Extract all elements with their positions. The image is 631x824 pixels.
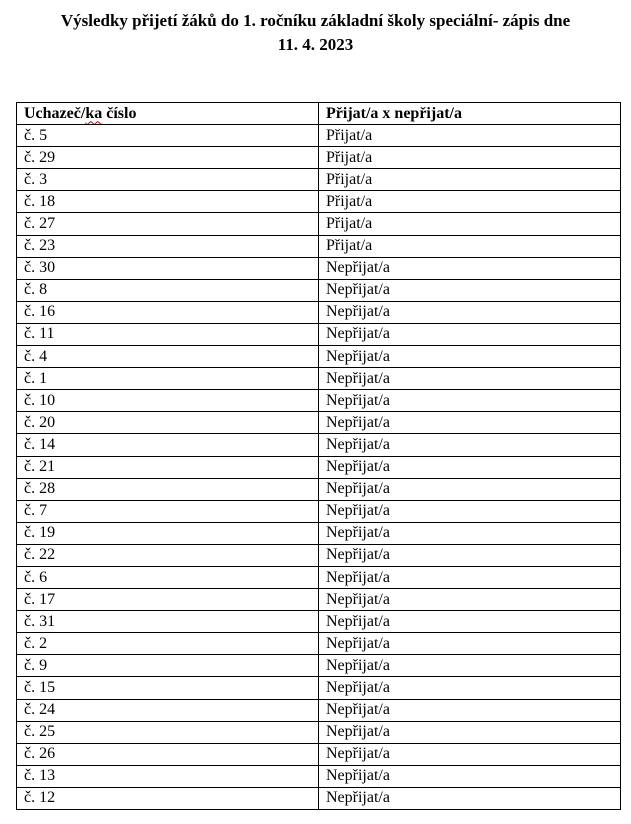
results-table-body <box>17 125 621 810</box>
header-result: Přijat/a x nepřijat/a <box>319 103 621 125</box>
applicant-number-cell: č. 21 <box>17 456 319 478</box>
applicant-number-cell: č. 1 <box>17 368 319 390</box>
header-applicant-prefix: Uchazeč/ <box>24 104 86 122</box>
header-applicant-suffix: číslo <box>102 104 137 122</box>
applicant-number-cell: č. 24 <box>17 699 319 721</box>
applicant-number-cell: č. 5 <box>17 125 319 147</box>
table-row <box>17 257 621 279</box>
admission-result-cell: Nepřijat/a <box>319 655 621 677</box>
table-row <box>17 456 621 478</box>
applicant-number-cell: č. 23 <box>17 235 319 257</box>
table-row <box>17 323 621 345</box>
table-row <box>17 191 621 213</box>
table-row <box>17 500 621 522</box>
admission-result-cell: Nepřijat/a <box>319 677 621 699</box>
admission-result-cell: Nepřijat/a <box>319 323 621 345</box>
applicant-number-cell: č. 18 <box>17 191 319 213</box>
applicant-number-cell: č. 10 <box>17 390 319 412</box>
applicant-number-cell: č. 7 <box>17 500 319 522</box>
header-applicant-flagged-word: ka <box>85 104 103 122</box>
table-row <box>17 633 621 655</box>
admission-result-cell: Přijat/a <box>319 235 621 257</box>
admission-result-cell: Nepřijat/a <box>319 412 621 434</box>
table-row <box>17 655 621 677</box>
applicant-number-cell: č. 28 <box>17 478 319 500</box>
table-row <box>17 346 621 368</box>
applicant-number-cell: č. 31 <box>17 611 319 633</box>
table-row <box>17 677 621 699</box>
admission-result-cell: Nepřijat/a <box>319 346 621 368</box>
applicant-number-cell: č. 3 <box>17 169 319 191</box>
admission-result-cell: Nepřijat/a <box>319 633 621 655</box>
title-line-2: 11. 4. 2023 <box>277 35 354 54</box>
table-row <box>17 765 621 787</box>
admission-result-cell: Nepřijat/a <box>319 478 621 500</box>
applicant-number-cell: č. 22 <box>17 544 319 566</box>
table-row <box>17 169 621 191</box>
table-row <box>17 434 621 456</box>
title-line-1: Výsledky přijetí žáků do 1. ročníku základní školy speciální- zápis dne <box>60 11 571 30</box>
applicant-number-cell: č. 17 <box>17 589 319 611</box>
table-row <box>17 522 621 544</box>
applicant-number-cell: č. 11 <box>17 323 319 345</box>
admission-result-cell: Nepřijat/a <box>319 787 621 809</box>
admission-result-cell: Nepřijat/a <box>319 301 621 323</box>
table-row <box>17 301 621 323</box>
applicant-number-cell: č. 16 <box>17 301 319 323</box>
admission-result-cell: Přijat/a <box>319 125 621 147</box>
applicant-number-cell: č. 30 <box>17 257 319 279</box>
admission-result-cell: Nepřijat/a <box>319 390 621 412</box>
admission-result-cell: Nepřijat/a <box>319 721 621 743</box>
admission-result-cell: Přijat/a <box>319 191 621 213</box>
table-row <box>17 589 621 611</box>
admission-result-cell: Nepřijat/a <box>319 544 621 566</box>
header-applicant <box>17 103 319 125</box>
admission-result-cell: Přijat/a <box>319 147 621 169</box>
admission-result-cell: Nepřijat/a <box>319 368 621 390</box>
applicant-number-cell: č. 15 <box>17 677 319 699</box>
table-row <box>17 611 621 633</box>
table-row <box>17 544 621 566</box>
applicant-number-cell: č. 20 <box>17 412 319 434</box>
admission-result-cell: Nepřijat/a <box>319 743 621 765</box>
applicant-number-cell: č. 2 <box>17 633 319 655</box>
applicant-number-cell: č. 4 <box>17 346 319 368</box>
table-row <box>17 368 621 390</box>
admission-result-cell: Nepřijat/a <box>319 434 621 456</box>
admission-result-cell: Nepřijat/a <box>319 611 621 633</box>
table-row <box>17 147 621 169</box>
header-row <box>17 103 621 125</box>
table-row <box>17 787 621 809</box>
applicant-number-cell: č. 13 <box>17 765 319 787</box>
applicant-number-cell: č. 27 <box>17 213 319 235</box>
applicant-number-cell: č. 26 <box>17 743 319 765</box>
table-row <box>17 390 621 412</box>
admission-result-cell: Přijat/a <box>319 169 621 191</box>
applicant-number-cell: č. 14 <box>17 434 319 456</box>
applicant-number-cell: č. 8 <box>17 279 319 301</box>
results-table-header <box>17 103 621 125</box>
admission-result-cell: Nepřijat/a <box>319 522 621 544</box>
admission-result-cell: Nepřijat/a <box>319 500 621 522</box>
results-table <box>16 102 621 810</box>
admission-result-cell: Přijat/a <box>319 213 621 235</box>
admission-result-cell: Nepřijat/a <box>319 279 621 301</box>
table-row <box>17 566 621 588</box>
table-row <box>17 478 621 500</box>
applicant-number-cell: č. 19 <box>17 522 319 544</box>
applicant-number-cell: č. 6 <box>17 566 319 588</box>
admission-result-cell: Nepřijat/a <box>319 765 621 787</box>
applicant-number-cell: č. 29 <box>17 147 319 169</box>
table-row <box>17 721 621 743</box>
admission-result-cell: Nepřijat/a <box>319 456 621 478</box>
admission-result-cell: Nepřijat/a <box>319 699 621 721</box>
table-row <box>17 699 621 721</box>
applicant-number-cell: č. 25 <box>17 721 319 743</box>
applicant-number-cell: č. 9 <box>17 655 319 677</box>
applicant-number-cell: č. 12 <box>17 787 319 809</box>
table-row <box>17 412 621 434</box>
table-row <box>17 743 621 765</box>
admission-result-cell: Nepřijat/a <box>319 589 621 611</box>
table-row <box>17 213 621 235</box>
admission-result-cell: Nepřijat/a <box>319 257 621 279</box>
page-title <box>0 9 631 57</box>
table-row <box>17 125 621 147</box>
table-row <box>17 279 621 301</box>
admission-result-cell: Nepřijat/a <box>319 566 621 588</box>
table-row <box>17 235 621 257</box>
